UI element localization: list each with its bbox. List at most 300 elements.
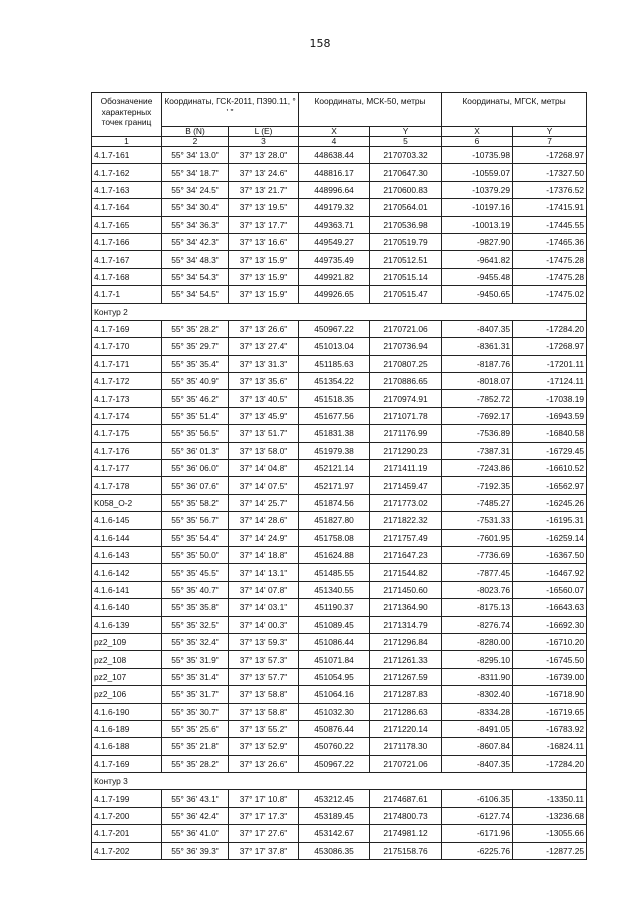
msk-x-cell: 451874.56 xyxy=(299,494,370,511)
msk-x-cell: 451354.22 xyxy=(299,373,370,390)
point-name-cell: 4.1.6-139 xyxy=(92,616,162,633)
table-row xyxy=(92,633,587,650)
table-row xyxy=(92,147,587,164)
latitude-cell: 55° 35' 35.4" xyxy=(162,355,229,372)
msk-x-cell: 453189.45 xyxy=(299,807,370,824)
mgsk-x-cell: -8407.35 xyxy=(442,755,513,772)
latitude-cell: 55° 35' 28.2" xyxy=(162,320,229,337)
mgsk-y-cell: -16943.59 xyxy=(513,407,587,424)
subheader-b: B (N) xyxy=(162,127,229,137)
column-number: 6 xyxy=(442,137,513,147)
msk-x-cell: 452171.97 xyxy=(299,477,370,494)
latitude-cell: 55° 35' 25.6" xyxy=(162,720,229,737)
msk-x-cell: 451758.08 xyxy=(299,529,370,546)
table-row xyxy=(92,686,587,703)
point-name-cell: 4.1.6-142 xyxy=(92,564,162,581)
point-name-cell: pz2_107 xyxy=(92,668,162,685)
mgsk-x-cell: -7736.69 xyxy=(442,546,513,563)
table-row xyxy=(92,651,587,668)
msk-y-cell: 2171647.23 xyxy=(370,546,442,563)
msk-y-cell: 2170721.06 xyxy=(370,755,442,772)
mgsk-y-cell: -16562.97 xyxy=(513,477,587,494)
point-name-cell: 4.1.6-143 xyxy=(92,546,162,563)
latitude-cell: 55° 34' 54.3" xyxy=(162,268,229,285)
msk-y-cell: 2174800.73 xyxy=(370,807,442,824)
longitude-cell: 37° 13' 59.3" xyxy=(229,633,299,650)
table-row xyxy=(92,390,587,407)
mgsk-y-cell: -16745.50 xyxy=(513,651,587,668)
msk-x-cell: 452121.14 xyxy=(299,460,370,477)
msk-y-cell: 2171178.30 xyxy=(370,738,442,755)
msk-x-cell: 451032.30 xyxy=(299,703,370,720)
table-row xyxy=(92,216,587,233)
msk-y-cell: 2171220.14 xyxy=(370,720,442,737)
msk-x-cell: 448816.17 xyxy=(299,164,370,181)
point-name-cell: 4.1.7-176 xyxy=(92,442,162,459)
point-name-cell: pz2_106 xyxy=(92,686,162,703)
mgsk-x-cell: -8334.28 xyxy=(442,703,513,720)
msk-y-cell: 2171267.59 xyxy=(370,668,442,685)
latitude-cell: 55° 34' 18.7" xyxy=(162,164,229,181)
msk-y-cell: 2174981.12 xyxy=(370,825,442,842)
mgsk-x-cell: -7387.31 xyxy=(442,442,513,459)
msk-x-cell: 451089.45 xyxy=(299,616,370,633)
latitude-cell: 55° 35' 54.4" xyxy=(162,529,229,546)
table-row xyxy=(92,668,587,685)
msk-x-cell: 451013.04 xyxy=(299,338,370,355)
table-row xyxy=(92,442,587,459)
mgsk-y-cell: -17268.97 xyxy=(513,338,587,355)
mgsk-x-cell: -6106.35 xyxy=(442,790,513,807)
header-row xyxy=(92,93,587,127)
msk-y-cell: 2171071.78 xyxy=(370,407,442,424)
latitude-cell: 55° 35' 56.5" xyxy=(162,425,229,442)
latitude-cell: 55° 35' 31.9" xyxy=(162,651,229,668)
table-row xyxy=(92,233,587,250)
point-name-cell: 4.1.7-200 xyxy=(92,807,162,824)
point-name-cell: 4.1.7-171 xyxy=(92,355,162,372)
point-name-cell: 4.1.7-164 xyxy=(92,199,162,216)
mgsk-y-cell: -17465.36 xyxy=(513,233,587,250)
header-gsk: Координаты, ГСК-2011, П390.11, ° ' " xyxy=(162,93,299,127)
latitude-cell: 55° 35' 28.2" xyxy=(162,755,229,772)
point-name-cell: 4.1.7-172 xyxy=(92,373,162,390)
point-name-cell: 4.1.7-169 xyxy=(92,320,162,337)
point-name-cell: 4.1.6-188 xyxy=(92,738,162,755)
latitude-cell: 55° 35' 56.7" xyxy=(162,512,229,529)
longitude-cell: 37° 13' 57.7" xyxy=(229,668,299,685)
mgsk-y-cell: -17284.20 xyxy=(513,320,587,337)
mgsk-x-cell: -10559.07 xyxy=(442,164,513,181)
table-row xyxy=(92,407,587,424)
msk-x-cell: 453142.67 xyxy=(299,825,370,842)
longitude-cell: 37° 13' 15.9" xyxy=(229,251,299,268)
longitude-cell: 37° 14' 00.3" xyxy=(229,616,299,633)
longitude-cell: 37° 14' 04.8" xyxy=(229,460,299,477)
table-row xyxy=(92,181,587,198)
msk-y-cell: 2170600.83 xyxy=(370,181,442,198)
point-name-cell: 4.1.7-199 xyxy=(92,790,162,807)
mgsk-y-cell: -17376.52 xyxy=(513,181,587,198)
subheader-x-msk: X xyxy=(299,127,370,137)
mgsk-y-cell: -13350.11 xyxy=(513,790,587,807)
section-label: Контур 2 xyxy=(92,303,587,320)
msk-y-cell: 2170974.91 xyxy=(370,390,442,407)
section-label: Контур 3 xyxy=(92,773,587,790)
mgsk-y-cell: -17201.11 xyxy=(513,355,587,372)
longitude-cell: 37° 14' 18.8" xyxy=(229,546,299,563)
subheader-row xyxy=(92,127,587,137)
longitude-cell: 37° 17' 37.8" xyxy=(229,842,299,859)
mgsk-x-cell: -8276.74 xyxy=(442,616,513,633)
msk-x-cell: 450967.22 xyxy=(299,755,370,772)
point-name-cell: 4.1.7-165 xyxy=(92,216,162,233)
column-number: 2 xyxy=(162,137,229,147)
longitude-cell: 37° 13' 27.4" xyxy=(229,338,299,355)
mgsk-y-cell: -16840.58 xyxy=(513,425,587,442)
point-name-cell: pz2_108 xyxy=(92,651,162,668)
msk-y-cell: 2171286.63 xyxy=(370,703,442,720)
msk-x-cell: 448996.64 xyxy=(299,181,370,198)
table-row xyxy=(92,564,587,581)
mgsk-y-cell: -16739.00 xyxy=(513,668,587,685)
msk-x-cell: 449179.32 xyxy=(299,199,370,216)
point-name-cell: 4.1.7-178 xyxy=(92,477,162,494)
point-name-cell: 4.1.6-140 xyxy=(92,599,162,616)
mgsk-y-cell: -16643.63 xyxy=(513,599,587,616)
msk-x-cell: 451518.35 xyxy=(299,390,370,407)
mgsk-y-cell: -13236.68 xyxy=(513,807,587,824)
msk-y-cell: 2170515.47 xyxy=(370,286,442,303)
mgsk-x-cell: -7601.95 xyxy=(442,529,513,546)
mgsk-y-cell: -17415.91 xyxy=(513,199,587,216)
longitude-cell: 37° 13' 31.3" xyxy=(229,355,299,372)
table-row xyxy=(92,512,587,529)
point-name-cell: 4.1.7-168 xyxy=(92,268,162,285)
page-number: 158 xyxy=(309,37,331,50)
point-name-cell: 4.1.7-173 xyxy=(92,390,162,407)
latitude-cell: 55° 34' 54.5" xyxy=(162,286,229,303)
longitude-cell: 37° 17' 17.3" xyxy=(229,807,299,824)
table-row xyxy=(92,807,587,824)
mgsk-x-cell: -10735.98 xyxy=(442,147,513,164)
msk-y-cell: 2171287.83 xyxy=(370,686,442,703)
table-row xyxy=(92,494,587,511)
table-row xyxy=(92,425,587,442)
mgsk-y-cell: -17038.19 xyxy=(513,390,587,407)
msk-y-cell: 2171314.79 xyxy=(370,616,442,633)
point-name-cell: 4.1.7-202 xyxy=(92,842,162,859)
longitude-cell: 37° 13' 52.9" xyxy=(229,738,299,755)
table-row xyxy=(92,842,587,859)
point-name-cell: 4.1.6-145 xyxy=(92,512,162,529)
table-row xyxy=(92,616,587,633)
msk-x-cell: 451086.44 xyxy=(299,633,370,650)
msk-y-cell: 2171544.82 xyxy=(370,564,442,581)
latitude-cell: 55° 36' 01.3" xyxy=(162,442,229,459)
mgsk-x-cell: -9450.65 xyxy=(442,286,513,303)
mgsk-y-cell: -17475.28 xyxy=(513,268,587,285)
latitude-cell: 55° 35' 50.0" xyxy=(162,546,229,563)
mgsk-y-cell: -16245.26 xyxy=(513,494,587,511)
latitude-cell: 55° 35' 58.2" xyxy=(162,494,229,511)
msk-x-cell: 451677.56 xyxy=(299,407,370,424)
latitude-cell: 55° 34' 42.3" xyxy=(162,233,229,250)
mgsk-y-cell: -17475.02 xyxy=(513,286,587,303)
msk-y-cell: 2174687.61 xyxy=(370,790,442,807)
table-row xyxy=(92,373,587,390)
point-name-cell: 4.1.6-141 xyxy=(92,581,162,598)
msk-x-cell: 451190.37 xyxy=(299,599,370,616)
latitude-cell: 55° 35' 21.8" xyxy=(162,738,229,755)
table-row xyxy=(92,529,587,546)
column-number: 1 xyxy=(92,137,162,147)
table-row xyxy=(92,477,587,494)
mgsk-x-cell: -8295.10 xyxy=(442,651,513,668)
msk-y-cell: 2170515.14 xyxy=(370,268,442,285)
msk-y-cell: 2170721.06 xyxy=(370,320,442,337)
mgsk-x-cell: -6225.76 xyxy=(442,842,513,859)
msk-x-cell: 450760.22 xyxy=(299,738,370,755)
mgsk-x-cell: -8023.76 xyxy=(442,581,513,598)
table-row xyxy=(92,703,587,720)
mgsk-y-cell: -12877.25 xyxy=(513,842,587,859)
mgsk-x-cell: -7243.86 xyxy=(442,460,513,477)
mgsk-x-cell: -8491.05 xyxy=(442,720,513,737)
mgsk-y-cell: -17284.20 xyxy=(513,755,587,772)
point-name-cell: 4.1.7-166 xyxy=(92,233,162,250)
latitude-cell: 55° 35' 35.8" xyxy=(162,599,229,616)
latitude-cell: 55° 35' 40.9" xyxy=(162,373,229,390)
mgsk-y-cell: -16259.14 xyxy=(513,529,587,546)
table-row xyxy=(92,755,587,772)
mgsk-x-cell: -9641.82 xyxy=(442,251,513,268)
msk-x-cell: 451071.84 xyxy=(299,651,370,668)
table-row xyxy=(92,720,587,737)
longitude-cell: 37° 13' 19.5" xyxy=(229,199,299,216)
subheader-l: L (E) xyxy=(229,127,299,137)
section-row xyxy=(92,773,587,790)
msk-x-cell: 451340.55 xyxy=(299,581,370,598)
longitude-cell: 37° 13' 51.7" xyxy=(229,425,299,442)
table-row xyxy=(92,338,587,355)
point-name-cell: 4.1.7-174 xyxy=(92,407,162,424)
column-numbers-row xyxy=(92,137,587,147)
point-name-cell: 4.1.6-144 xyxy=(92,529,162,546)
msk-y-cell: 2171822.32 xyxy=(370,512,442,529)
msk-y-cell: 2171411.19 xyxy=(370,460,442,477)
msk-x-cell: 449363.71 xyxy=(299,216,370,233)
mgsk-y-cell: -16467.92 xyxy=(513,564,587,581)
longitude-cell: 37° 13' 24.6" xyxy=(229,164,299,181)
mgsk-x-cell: -8175.13 xyxy=(442,599,513,616)
column-number: 3 xyxy=(229,137,299,147)
table-row xyxy=(92,825,587,842)
latitude-cell: 55° 36' 06.0" xyxy=(162,460,229,477)
longitude-cell: 37° 14' 25.7" xyxy=(229,494,299,511)
mgsk-y-cell: -16783.92 xyxy=(513,720,587,737)
header-designation: Обозначение характерных точек границ xyxy=(92,93,162,137)
longitude-cell: 37° 13' 26.6" xyxy=(229,320,299,337)
subheader-x-mgsk: X xyxy=(442,127,513,137)
mgsk-y-cell: -16729.45 xyxy=(513,442,587,459)
mgsk-x-cell: -10013.19 xyxy=(442,216,513,233)
msk-x-cell: 453212.45 xyxy=(299,790,370,807)
longitude-cell: 37° 14' 07.8" xyxy=(229,581,299,598)
table-row xyxy=(92,460,587,477)
latitude-cell: 55° 35' 45.5" xyxy=(162,564,229,581)
subheader-y-mgsk: Y xyxy=(513,127,587,137)
msk-x-cell: 451185.63 xyxy=(299,355,370,372)
table-row xyxy=(92,268,587,285)
msk-y-cell: 2171176.99 xyxy=(370,425,442,442)
longitude-cell: 37° 17' 10.8" xyxy=(229,790,299,807)
mgsk-x-cell: -8607.84 xyxy=(442,738,513,755)
longitude-cell: 37° 14' 24.9" xyxy=(229,529,299,546)
msk-x-cell: 451831.38 xyxy=(299,425,370,442)
msk-y-cell: 2170564.01 xyxy=(370,199,442,216)
latitude-cell: 55° 36' 41.0" xyxy=(162,825,229,842)
latitude-cell: 55° 35' 40.7" xyxy=(162,581,229,598)
longitude-cell: 37° 13' 58.8" xyxy=(229,703,299,720)
msk-y-cell: 2170536.98 xyxy=(370,216,442,233)
msk-y-cell: 2171261.33 xyxy=(370,651,442,668)
mgsk-x-cell: -8302.40 xyxy=(442,686,513,703)
latitude-cell: 55° 34' 48.3" xyxy=(162,251,229,268)
latitude-cell: 55° 35' 30.7" xyxy=(162,703,229,720)
mgsk-x-cell: -7877.45 xyxy=(442,564,513,581)
mgsk-y-cell: -16610.52 xyxy=(513,460,587,477)
msk-y-cell: 2170519.79 xyxy=(370,233,442,250)
longitude-cell: 37° 13' 21.7" xyxy=(229,181,299,198)
mgsk-x-cell: -7852.72 xyxy=(442,390,513,407)
mgsk-x-cell: -7531.33 xyxy=(442,512,513,529)
point-name-cell: 4.1.7-167 xyxy=(92,251,162,268)
mgsk-x-cell: -7536.89 xyxy=(442,425,513,442)
longitude-cell: 37° 14' 07.5" xyxy=(229,477,299,494)
subheader-y-msk: Y xyxy=(370,127,442,137)
table-row xyxy=(92,199,587,216)
longitude-cell: 37° 13' 45.9" xyxy=(229,407,299,424)
point-name-cell: 4.1.7-163 xyxy=(92,181,162,198)
longitude-cell: 37° 13' 58.0" xyxy=(229,442,299,459)
longitude-cell: 37° 13' 17.7" xyxy=(229,216,299,233)
point-name-cell: 4.1.7-169 xyxy=(92,755,162,772)
msk-y-cell: 2171290.23 xyxy=(370,442,442,459)
msk-y-cell: 2171459.47 xyxy=(370,477,442,494)
mgsk-y-cell: -16195.31 xyxy=(513,512,587,529)
longitude-cell: 37° 13' 26.6" xyxy=(229,755,299,772)
latitude-cell: 55° 34' 24.5" xyxy=(162,181,229,198)
point-name-cell: 4.1.7-162 xyxy=(92,164,162,181)
header-msk: Координаты, МСК-50, метры xyxy=(299,93,442,127)
latitude-cell: 55° 36' 07.6" xyxy=(162,477,229,494)
mgsk-y-cell: -17327.50 xyxy=(513,164,587,181)
latitude-cell: 55° 35' 31.7" xyxy=(162,686,229,703)
point-name-cell: 4.1.7-1 xyxy=(92,286,162,303)
mgsk-y-cell: -17445.55 xyxy=(513,216,587,233)
msk-x-cell: 451485.55 xyxy=(299,564,370,581)
latitude-cell: 55° 35' 31.4" xyxy=(162,668,229,685)
table-row xyxy=(92,164,587,181)
longitude-cell: 37° 13' 28.0" xyxy=(229,147,299,164)
header-mgsk: Координаты, МГСК, метры xyxy=(442,93,587,127)
msk-y-cell: 2170736.94 xyxy=(370,338,442,355)
mgsk-y-cell: -13055.66 xyxy=(513,825,587,842)
mgsk-x-cell: -8311.90 xyxy=(442,668,513,685)
msk-x-cell: 450876.44 xyxy=(299,720,370,737)
mgsk-x-cell: -6127.74 xyxy=(442,807,513,824)
latitude-cell: 55° 36' 43.1" xyxy=(162,790,229,807)
coordinates-table xyxy=(91,92,587,860)
mgsk-y-cell: -16719.65 xyxy=(513,703,587,720)
point-name-cell: 4.1.7-201 xyxy=(92,825,162,842)
mgsk-y-cell: -17124.11 xyxy=(513,373,587,390)
latitude-cell: 55° 35' 51.4" xyxy=(162,407,229,424)
column-number: 4 xyxy=(299,137,370,147)
latitude-cell: 55° 36' 42.4" xyxy=(162,807,229,824)
point-name-cell: pz2_109 xyxy=(92,633,162,650)
latitude-cell: 55° 35' 32.4" xyxy=(162,633,229,650)
table-row xyxy=(92,286,587,303)
latitude-cell: 55° 35' 32.5" xyxy=(162,616,229,633)
msk-y-cell: 2171757.49 xyxy=(370,529,442,546)
mgsk-x-cell: -7192.35 xyxy=(442,477,513,494)
msk-y-cell: 2170807.25 xyxy=(370,355,442,372)
longitude-cell: 37° 13' 55.2" xyxy=(229,720,299,737)
msk-x-cell: 451064.16 xyxy=(299,686,370,703)
msk-y-cell: 2171296.84 xyxy=(370,633,442,650)
latitude-cell: 55° 34' 30.4" xyxy=(162,199,229,216)
point-name-cell: 4.1.7-170 xyxy=(92,338,162,355)
mgsk-x-cell: -6171.96 xyxy=(442,825,513,842)
longitude-cell: 37° 14' 13.1" xyxy=(229,564,299,581)
mgsk-x-cell: -7692.17 xyxy=(442,407,513,424)
section-row xyxy=(92,303,587,320)
msk-y-cell: 2175158.76 xyxy=(370,842,442,859)
longitude-cell: 37° 13' 40.5" xyxy=(229,390,299,407)
mgsk-y-cell: -16710.20 xyxy=(513,633,587,650)
table-row xyxy=(92,355,587,372)
msk-x-cell: 451054.95 xyxy=(299,668,370,685)
msk-y-cell: 2171773.02 xyxy=(370,494,442,511)
longitude-cell: 37° 13' 58.8" xyxy=(229,686,299,703)
table-row xyxy=(92,599,587,616)
msk-y-cell: 2170886.65 xyxy=(370,373,442,390)
longitude-cell: 37° 17' 27.6" xyxy=(229,825,299,842)
msk-x-cell: 449926.65 xyxy=(299,286,370,303)
table-row xyxy=(92,251,587,268)
point-name-cell: 4.1.7-175 xyxy=(92,425,162,442)
longitude-cell: 37° 13' 35.6" xyxy=(229,373,299,390)
msk-x-cell: 449735.49 xyxy=(299,251,370,268)
mgsk-y-cell: -17268.97 xyxy=(513,147,587,164)
mgsk-y-cell: -16560.07 xyxy=(513,581,587,598)
latitude-cell: 55° 36' 39.3" xyxy=(162,842,229,859)
point-name-cell: 4.1.7-161 xyxy=(92,147,162,164)
mgsk-x-cell: -8361.31 xyxy=(442,338,513,355)
longitude-cell: 37° 14' 03.1" xyxy=(229,599,299,616)
latitude-cell: 55° 35' 29.7" xyxy=(162,338,229,355)
mgsk-y-cell: -16824.11 xyxy=(513,738,587,755)
msk-x-cell: 451827.80 xyxy=(299,512,370,529)
point-name-cell: 4.1.7-177 xyxy=(92,460,162,477)
table-row xyxy=(92,790,587,807)
mgsk-y-cell: -16718.90 xyxy=(513,686,587,703)
mgsk-x-cell: -8018.07 xyxy=(442,373,513,390)
mgsk-x-cell: -9455.48 xyxy=(442,268,513,285)
msk-x-cell: 449921.82 xyxy=(299,268,370,285)
